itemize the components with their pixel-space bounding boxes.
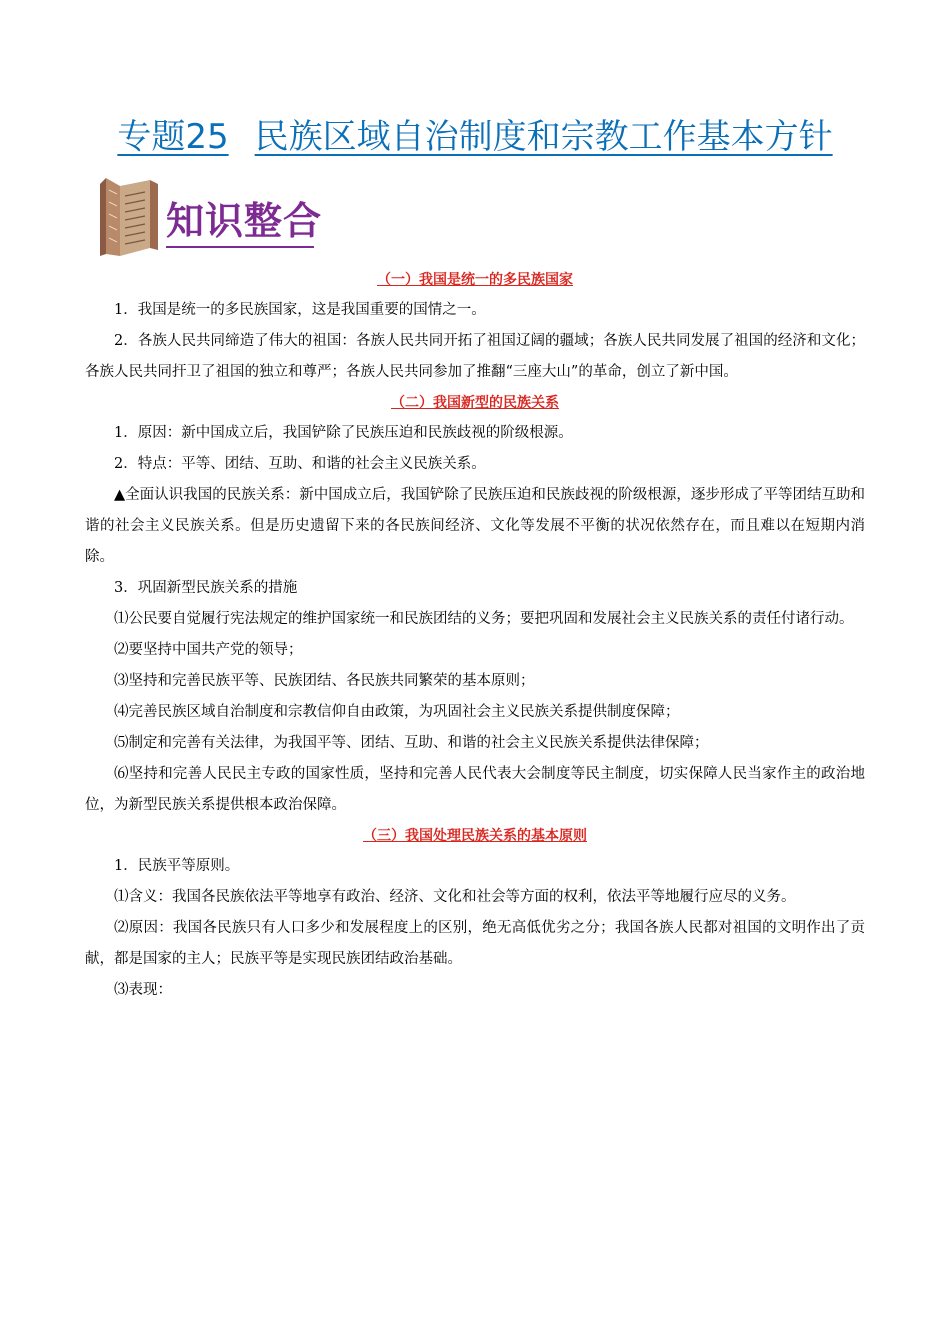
- paragraph: ⑸制定和完善有关法律，为我国平等、团结、互助、和谐的社会主义民族关系提供法律保障；: [114, 735, 709, 751]
- paragraph: ⑵原因：我国各民族只有人口多少和发展程度上的区别，绝无高低优劣之分；我国各族人民都对祖国的文明作出了贡献，都是国家的主人；民族平等是实现民族团结政治基础。: [85, 920, 865, 967]
- paragraph: 1．我国是统一的多民族国家，这是我国重要的国情之一。: [114, 302, 486, 318]
- paragraph: 1．原因：新中国成立后，我国铲除了民族压迫和民族歧视的阶级根源。: [114, 425, 573, 441]
- paragraph: ⑴公民要自觉履行宪法规定的维护国家统一和民族团结的义务；要把巩固和发展社会主义民族关系的责任付诸行动。: [114, 611, 854, 627]
- paragraph: ⑵要坚持中国共产党的领导；: [114, 642, 303, 658]
- section-heading-1: （一）我国是统一的多民族国家: [377, 272, 573, 288]
- section-heading-2: （二）我国新型的民族关系: [391, 395, 559, 411]
- paragraph: ▲全面认识我国的民族关系：新中国成立后，我国铲除了民族压迫和民族歧视的阶级根源，逐步形成了平等团结互助和谐的社会主义民族关系。但是历史遗留下来的各民族间经济、文化等发展不平衡的状况依然存在，而且难以在短期内消除。: [85, 487, 865, 565]
- banner-underline: [166, 246, 314, 248]
- title-main: 民族区域自治制度和宗教工作基本方针: [254, 117, 833, 157]
- document-body: [85, 265, 865, 1006]
- banner-label: 知识整合: [166, 199, 323, 243]
- page-title: [60, 112, 890, 162]
- section-heading-3: （三）我国处理民族关系的基本原则: [363, 828, 587, 844]
- paragraph: 2．各族人民共同缔造了伟大的祖国：各族人民共同开拓了祖国辽阔的疆域；各族人民共同发展了祖国的经济和文化；各族人民共同扞卫了祖国的独立和尊严；各族人民共同参加了推翻“三座大山”的革命，创立了新中国。: [85, 333, 865, 380]
- paragraph: ⑶表现：: [114, 982, 172, 998]
- paragraph: ⑶坚持和完善民族平等、民族团结、各民族共同繁荣的基本原则；: [114, 673, 535, 689]
- paragraph: 1．民族平等原则。: [114, 858, 240, 874]
- paragraph: ⑷完善民族区域自治制度和宗教信仰自由政策，为巩固社会主义民族关系提供制度保障；: [114, 704, 680, 720]
- title-prefix: 专题25: [117, 117, 229, 157]
- paragraph: ⑹坚持和完善人民民主专政的国家性质，坚持和完善人民代表大会制度等民主制度，切实保障人民当家作主的政治地位，为新型民族关系提供根本政治保障。: [85, 766, 865, 813]
- paragraph: 2．特点：平等、团结、互助、和谐的社会主义民族关系。: [114, 456, 486, 472]
- paragraph: ⑴含义：我国各民族依法平等地享有政治、经济、文化和社会等方面的权利，依法平等地履行应尽的义务。: [114, 889, 796, 905]
- paragraph: 3．巩固新型民族关系的措施: [114, 580, 298, 596]
- book-icon: [100, 178, 158, 256]
